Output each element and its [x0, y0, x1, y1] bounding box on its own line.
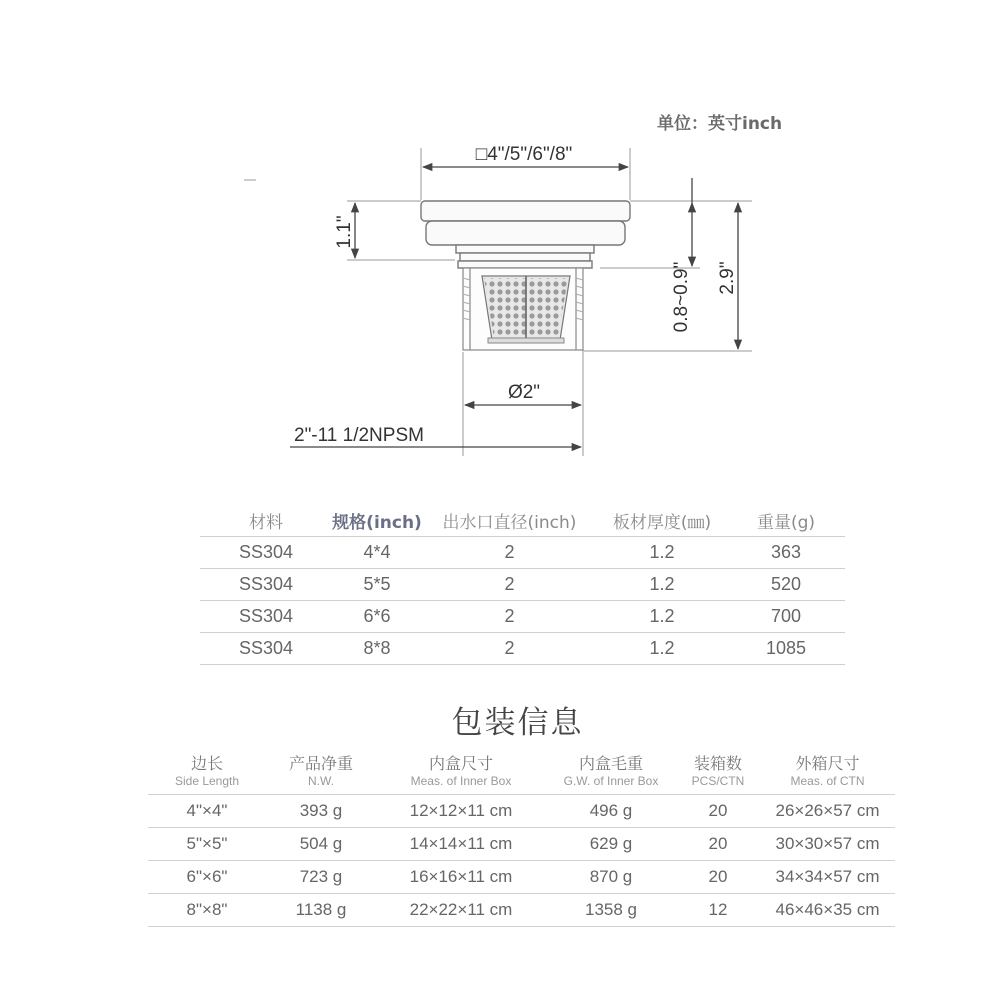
- spec-cell: 2: [422, 633, 597, 665]
- packing-cell: 1138 g: [266, 894, 376, 927]
- top-dimension-label: □4"/5"/6"/8": [475, 144, 573, 165]
- thread-label: 2"-11 1/2NPSM: [294, 425, 424, 446]
- grate-body: [421, 201, 630, 268]
- packing-header-row: [148, 748, 895, 795]
- spec-cell: 1.2: [597, 601, 727, 633]
- height-range-label: 0.8~0.9": [671, 261, 692, 333]
- grate-height-label: 1.1": [334, 215, 355, 249]
- spec-cell: 1.2: [597, 537, 727, 569]
- spec-cell: SS304: [200, 569, 332, 601]
- table-row: [200, 633, 845, 665]
- table-row: [148, 828, 895, 861]
- packing-cell: 22×22×11 cm: [376, 894, 546, 927]
- spec-cell: 5*5: [332, 569, 422, 601]
- spec-cell: 520: [727, 569, 845, 601]
- packing-cell: 504 g: [266, 828, 376, 861]
- spec-cell: 363: [727, 537, 845, 569]
- packing-cell: 12: [676, 894, 760, 927]
- packing-cell: 46×46×35 cm: [760, 894, 895, 927]
- packing-cell: 870 g: [546, 861, 676, 894]
- spec-cell: 2: [422, 569, 597, 601]
- total-height-label: 2.9": [717, 261, 738, 295]
- packing-cell: 6"×6": [148, 861, 266, 894]
- spec-header-weight: 重量(g): [756, 512, 816, 533]
- spec-cell: 8*8: [332, 633, 422, 665]
- spec-header-outlet: 出水口直径(inch): [442, 512, 577, 533]
- spec-header-row: [200, 504, 845, 537]
- packing-cell: 20: [676, 795, 760, 828]
- spec-cell: 1085: [727, 633, 845, 665]
- spec-cell: 1.2: [597, 569, 727, 601]
- packing-cell: 20: [676, 861, 760, 894]
- spec-header-thickness: 板材厚度(㎜): [612, 512, 712, 533]
- packing-table: [148, 748, 895, 927]
- packing-header-pcs: 装箱数 PCS/CTN: [691, 754, 745, 788]
- packing-header-ctn-meas: 外箱尺寸 Meas. of CTN: [790, 754, 865, 788]
- spec-cell: SS304: [200, 537, 332, 569]
- packing-cell: 30×30×57 cm: [760, 828, 895, 861]
- packing-cell: 5"×5": [148, 828, 266, 861]
- spec-cell: 1.2: [597, 633, 727, 665]
- packing-header-side: 边长 Side Length: [174, 754, 240, 788]
- packing-header-inner-meas: 内盒尺寸 Meas. of Inner Box: [410, 754, 512, 788]
- packing-cell: 496 g: [546, 795, 676, 828]
- packing-cell: 26×26×57 cm: [760, 795, 895, 828]
- spec-cell: SS304: [200, 601, 332, 633]
- packing-cell: 4"×4": [148, 795, 266, 828]
- packing-cell: 14×14×11 cm: [376, 828, 546, 861]
- packing-cell: 12×12×11 cm: [376, 795, 546, 828]
- table-row: [200, 601, 845, 633]
- spec-cell: 2: [422, 601, 597, 633]
- table-row: [200, 569, 845, 601]
- packing-header-nw: 产品净重 N.W.: [288, 754, 353, 788]
- packing-cell: 34×34×57 cm: [760, 861, 895, 894]
- strainer-basket: [482, 276, 570, 343]
- packing-cell: 16×16×11 cm: [376, 861, 546, 894]
- table-row: [200, 537, 845, 569]
- packing-cell: 629 g: [546, 828, 676, 861]
- table-row: [148, 795, 895, 828]
- diameter-label: Ø2": [507, 382, 541, 403]
- spec-cell: 6*6: [332, 601, 422, 633]
- spec-cell: 4*4: [332, 537, 422, 569]
- table-row: [148, 894, 895, 927]
- spec-table: [200, 504, 845, 665]
- floor-drain-drawing: [0, 0, 1000, 470]
- spec-cell: SS304: [200, 633, 332, 665]
- spec-cell: 2: [422, 537, 597, 569]
- spec-header-material: 材料: [249, 512, 283, 533]
- packing-header-inner-gw: 内盒毛重 G.W. of Inner Box: [563, 754, 659, 788]
- table-row: [148, 861, 895, 894]
- packing-cell: 393 g: [266, 795, 376, 828]
- packing-cell: 20: [676, 828, 760, 861]
- packing-cell: 1358 g: [546, 894, 676, 927]
- spec-header-size: 规格(inch): [332, 512, 422, 533]
- spec-cell: 700: [727, 601, 845, 633]
- packing-title: 包装信息: [451, 705, 584, 741]
- unit-label: 单位：英寸inch: [657, 114, 783, 134]
- packing-cell: 8"×8": [148, 894, 266, 927]
- packing-cell: 723 g: [266, 861, 376, 894]
